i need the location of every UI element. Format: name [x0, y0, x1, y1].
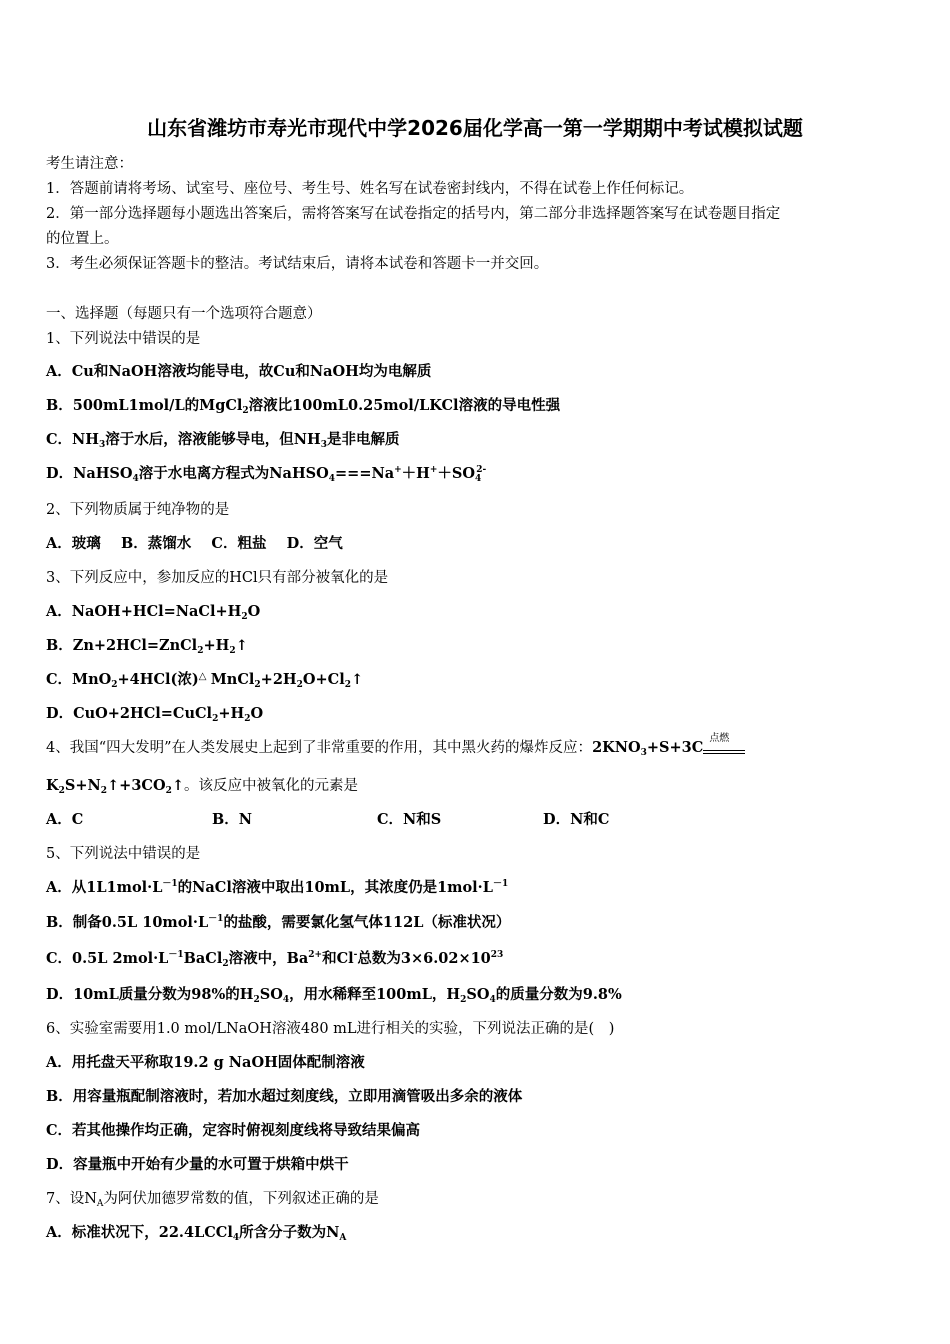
- q1-option-a: A．Cu和NaOH溶液均能导电，故Cu和NaOH均为电解质: [46, 363, 432, 380]
- q4-option-d: D．N和C: [543, 811, 610, 828]
- q4-stem-cont: $K_2S+N_2↑+3CO_2↑$。该反应中被氧化的元素是: [46, 777, 358, 796]
- ignition-condition: 点燃: [703, 738, 745, 752]
- q7-option-a: A．标准状况下，22.4LCCl$_4$所含分子数为$N_A$: [46, 1224, 347, 1243]
- q6-option-c: C．若其他操作均正确，定容时俯视刻度线将导致结果偏高: [46, 1122, 421, 1139]
- q2-option-b: B．蒸馏水: [120, 535, 192, 552]
- q4-option-b: B．N: [212, 811, 253, 828]
- q4-option-c: C．N和S: [377, 811, 442, 828]
- q1-stem: 1、下列说法中错误的是: [46, 331, 201, 347]
- q2-option-c: C．粗盐: [211, 535, 267, 552]
- q6-option-a: A．用托盘天平称取19.2 g NaOH固体配制溶液: [46, 1054, 365, 1071]
- q5-option-b: B．制备0.5L $10mol\cdot L^{-1}$的盐酸，需要氯化氢气体112L（标准状况）: [46, 914, 511, 931]
- section-heading: 一、选择题（每题只有一个选项符合题意）: [46, 306, 322, 322]
- q1-option-b: B．500mL1mol/L的MgCl$_2$溶液比100mL0.25mol/LKCl溶液的导电性强: [46, 397, 561, 416]
- q3-option-d: D．$CuO+2HCl=CuCl_2+H_2O$: [46, 705, 264, 724]
- q1-option-d: D．NaHSO$_4$溶于水电离方程式为$NaHSO_4===Na^++H^++SO_4^{2-}$: [46, 465, 487, 484]
- q3-option-a: A．$NaOH+HCl=NaCl+H_2O$: [46, 603, 261, 622]
- q6-option-d: D．容量瓶中开始有少量的水可置于烘箱中烘干: [46, 1156, 349, 1173]
- q5-option-d: D．10mL质量分数为98%的$H_2SO_4$，用水稀释至100mL，$H_2SO_4$的质量分数为9.8%: [46, 986, 622, 1005]
- q1-option-c: C．$NH_3$溶于水后，溶液能够导电，但$NH_3$是非电解质: [46, 431, 400, 450]
- q2-options: [46, 532, 343, 553]
- q6-stem: 6、实验室需要用1.0 mol/LNaOH溶液480 mL进行相关的实验，下列说法正确的是( ): [46, 1021, 615, 1037]
- q3-stem: 3、下列反应中，参加反应的HCl只有部分被氧化的是: [46, 570, 389, 586]
- notice-item-2: 2．第一部分选择题每小题选出答案后，需将答案写在试卷指定的括号内，第二部分非选择题答案写在试卷题目指定: [46, 206, 781, 222]
- q2-option-a: A．玻璃: [46, 535, 101, 552]
- q4-stem: 4、我国“四大发明”在人类发展史上起到了非常重要的作用，其中黑火药的爆炸反应：$2KNO_3+S+3C$ 点燃: [46, 736, 745, 758]
- notice-heading: 考生请注意：: [46, 156, 133, 172]
- q4-option-a: A．C: [46, 811, 84, 828]
- q2-stem: 2、下列物质属于纯净物的是: [46, 502, 230, 518]
- q5-option-a: A．从$1L1mol\cdot L^{-1}$的NaCl溶液中取出10mL，其浓度仍是$1mol\cdot L^{-1}$: [46, 879, 509, 896]
- heat-condition: △: [198, 671, 207, 682]
- q2-option-d: D．空气: [286, 535, 343, 552]
- q5-stem: 5、下列说法中错误的是: [46, 846, 201, 862]
- notice-item-2-cont: 的位置上。: [46, 231, 119, 247]
- notice-item-1: 1．答题前请将考场、试室号、座位号、考生号、姓名写在试卷密封线内，不得在试卷上作任何标记。: [46, 181, 694, 197]
- q3-option-c: C．MnO$_2$+4HCl(浓)△ $MnCl_2+2H_2O+Cl_2↑$: [46, 671, 364, 690]
- q5-option-c: C．0.5L $2mol\cdot L^{-1}BaCl_2$溶液中，$Ba^{2+}$和Cl-总数为$3\times 6.02\times 10^{23}$: [46, 950, 504, 969]
- notice-item-3: 3．考生必须保证答题卡的整洁。考试结束后，请将本试卷和答题卡一并交回。: [46, 256, 549, 272]
- q6-option-b: B．用容量瓶配制溶液时，若加水超过刻度线，立即用滴管吸出多余的液体: [46, 1088, 523, 1105]
- page-title: 山东省潍坊市寿光市现代中学2026届化学高一第一学期期中考试模拟试题: [147, 116, 803, 140]
- q3-option-b: B．$Zn+2HCl=ZnCl_2+H_2↑$: [46, 637, 248, 656]
- q7-stem: 7、设$N_A$为阿伏加德罗常数的值，下列叙述正确的是: [46, 1191, 379, 1209]
